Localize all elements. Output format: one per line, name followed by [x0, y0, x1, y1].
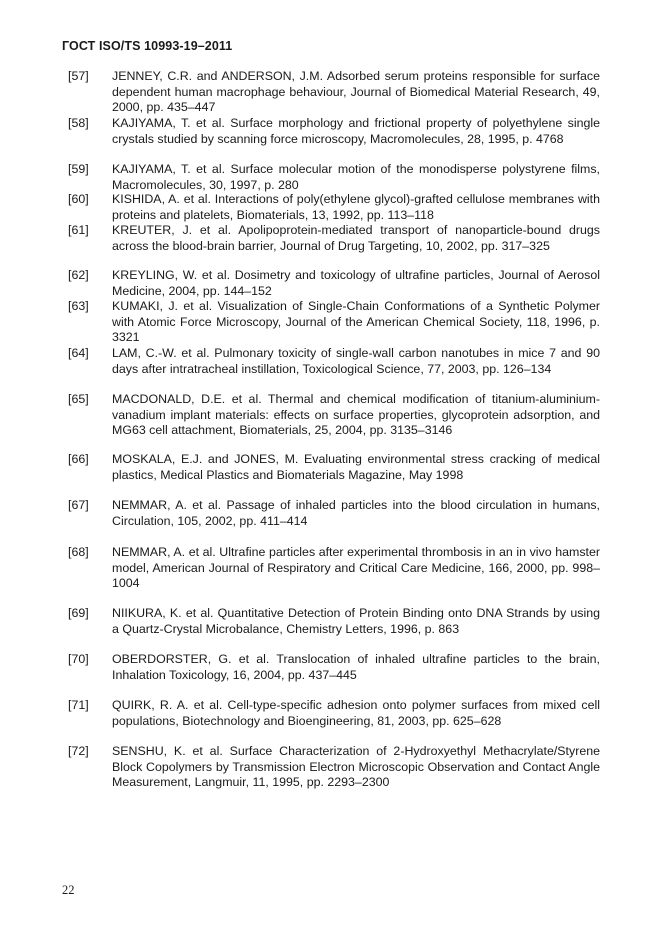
reference-text: KUMAKI, J. et al. Visualization of Single-Chain Conformations of a Synthetic Polymer with Atomic Force Microscopy, Journal of the American Chemical Society, 118, 1996, p. 3321: [112, 299, 600, 345]
reference-number: [72]: [68, 744, 89, 758]
reference-text: QUIRK, R. A. et al. Cell-type-specific adhesion onto polymer surfaces from mixed cell populations, Biotechnology and Bioengineering, 81, 2003, pp. 625–628: [112, 698, 600, 728]
reference-number: [67]: [68, 498, 89, 512]
page-number: 22: [62, 883, 75, 897]
reference-text: KREUTER, J. et al. Apolipoprotein-mediated transport of nanoparticle-bound drugs across the blood-brain barrier, Journal of Drug Targeting, 10, 2002, pp. 317–325: [112, 223, 600, 253]
reference-number: [58]: [68, 116, 89, 130]
reference-text: OBERDORSTER, G. et al. Translocation of inhaled ultrafine particles to the brain, Inhalation Toxicology, 16, 2004, pp. 437–445: [112, 652, 600, 682]
reference-number: [69]: [68, 606, 89, 620]
reference-number: [63]: [68, 299, 89, 313]
reference-text: NEMMAR, A. et al. Ultrafine particles after experimental thrombosis in an in vivo hamster model, American Journal of Respiratory and Critical Care Medicine, 166, 2000, pp. 998–1004: [112, 545, 600, 591]
reference-text: JENNEY, C.R. and ANDERSON, J.M. Adsorbed serum proteins responsible for surface dependent human macrophage behaviour, Journal of Biomedical Material Research, 49, 2000, pp. 435–447: [112, 69, 600, 115]
reference-number: [68]: [68, 545, 89, 559]
reference-text: KAJIYAMA, T. et al. Surface morphology and frictional property of polyethylene single crystals studied by scanning force microscopy, Macromolecules, 28, 1995, p. 4768: [112, 116, 600, 146]
reference-text: KISHIDA, A. et al. Interactions of poly(ethylene glycol)-grafted cellulose membranes with proteins and platelets, Biomaterials, 13, 1992, pp. 113–118: [112, 192, 600, 222]
reference-number: [66]: [68, 452, 89, 466]
reference-number: [57]: [68, 69, 89, 83]
reference-number: [59]: [68, 162, 89, 176]
reference-text: LAM, C.-W. et al. Pulmonary toxicity of single-wall carbon nanotubes in mice 7 and 90 days after intratracheal instillation, Toxicological Science, 77, 2003, pp. 126–134: [112, 346, 600, 376]
reference-text: MACDONALD, D.E. et al. Thermal and chemical modification of titanium-aluminium-vanadium implant materials: effects on surface properties, glycoprotein adsorption, and MG63 cell attachment, Biomaterials, 25, 2004, pp. 3135–3146: [112, 392, 600, 438]
reference-number: [64]: [68, 346, 89, 360]
reference-text: KREYLING, W. et al. Dosimetry and toxicology of ultrafine particles, Journal of Aerosol Medicine, 2004, pp. 144–152: [112, 268, 600, 298]
reference-number: [61]: [68, 223, 89, 237]
reference-number: [70]: [68, 652, 89, 666]
reference-number: [62]: [68, 268, 89, 282]
reference-text: NEMMAR, A. et al. Passage of inhaled particles into the blood circulation in humans, Circulation, 105, 2002, pp. 411–414: [112, 498, 600, 528]
reference-text: KAJIYAMA, T. et al. Surface molecular motion of the monodisperse polystyrene films, Macromolecules, 30, 1997, p. 280: [112, 162, 600, 192]
reference-text: SENSHU, K. et al. Surface Characterization of 2-Hydroxyethyl Methacrylate/Styrene Block Copolymers by Transmission Electron Microscopic Observation and Contact Angle Measurement, Langmuir, 11, 1995, pp. 2293–2300: [112, 744, 600, 790]
reference-number: [71]: [68, 698, 89, 712]
reference-text: NIIKURA, K. et al. Quantitative Detection of Protein Binding onto DNA Strands by using a Quartz-Crystal Microbalance, Chemistry Letters, 1996, p. 863: [112, 606, 600, 636]
reference-number: [60]: [68, 192, 89, 206]
reference-number: [65]: [68, 392, 89, 406]
document-header: ГОСТ ISO/TS 10993-19–2011: [62, 39, 233, 53]
reference-text: MOSKALA, E.J. and JONES, M. Evaluating environmental stress cracking of medical plastics, Medical Plastics and Biomaterials Magazine, May 1998: [112, 452, 600, 482]
